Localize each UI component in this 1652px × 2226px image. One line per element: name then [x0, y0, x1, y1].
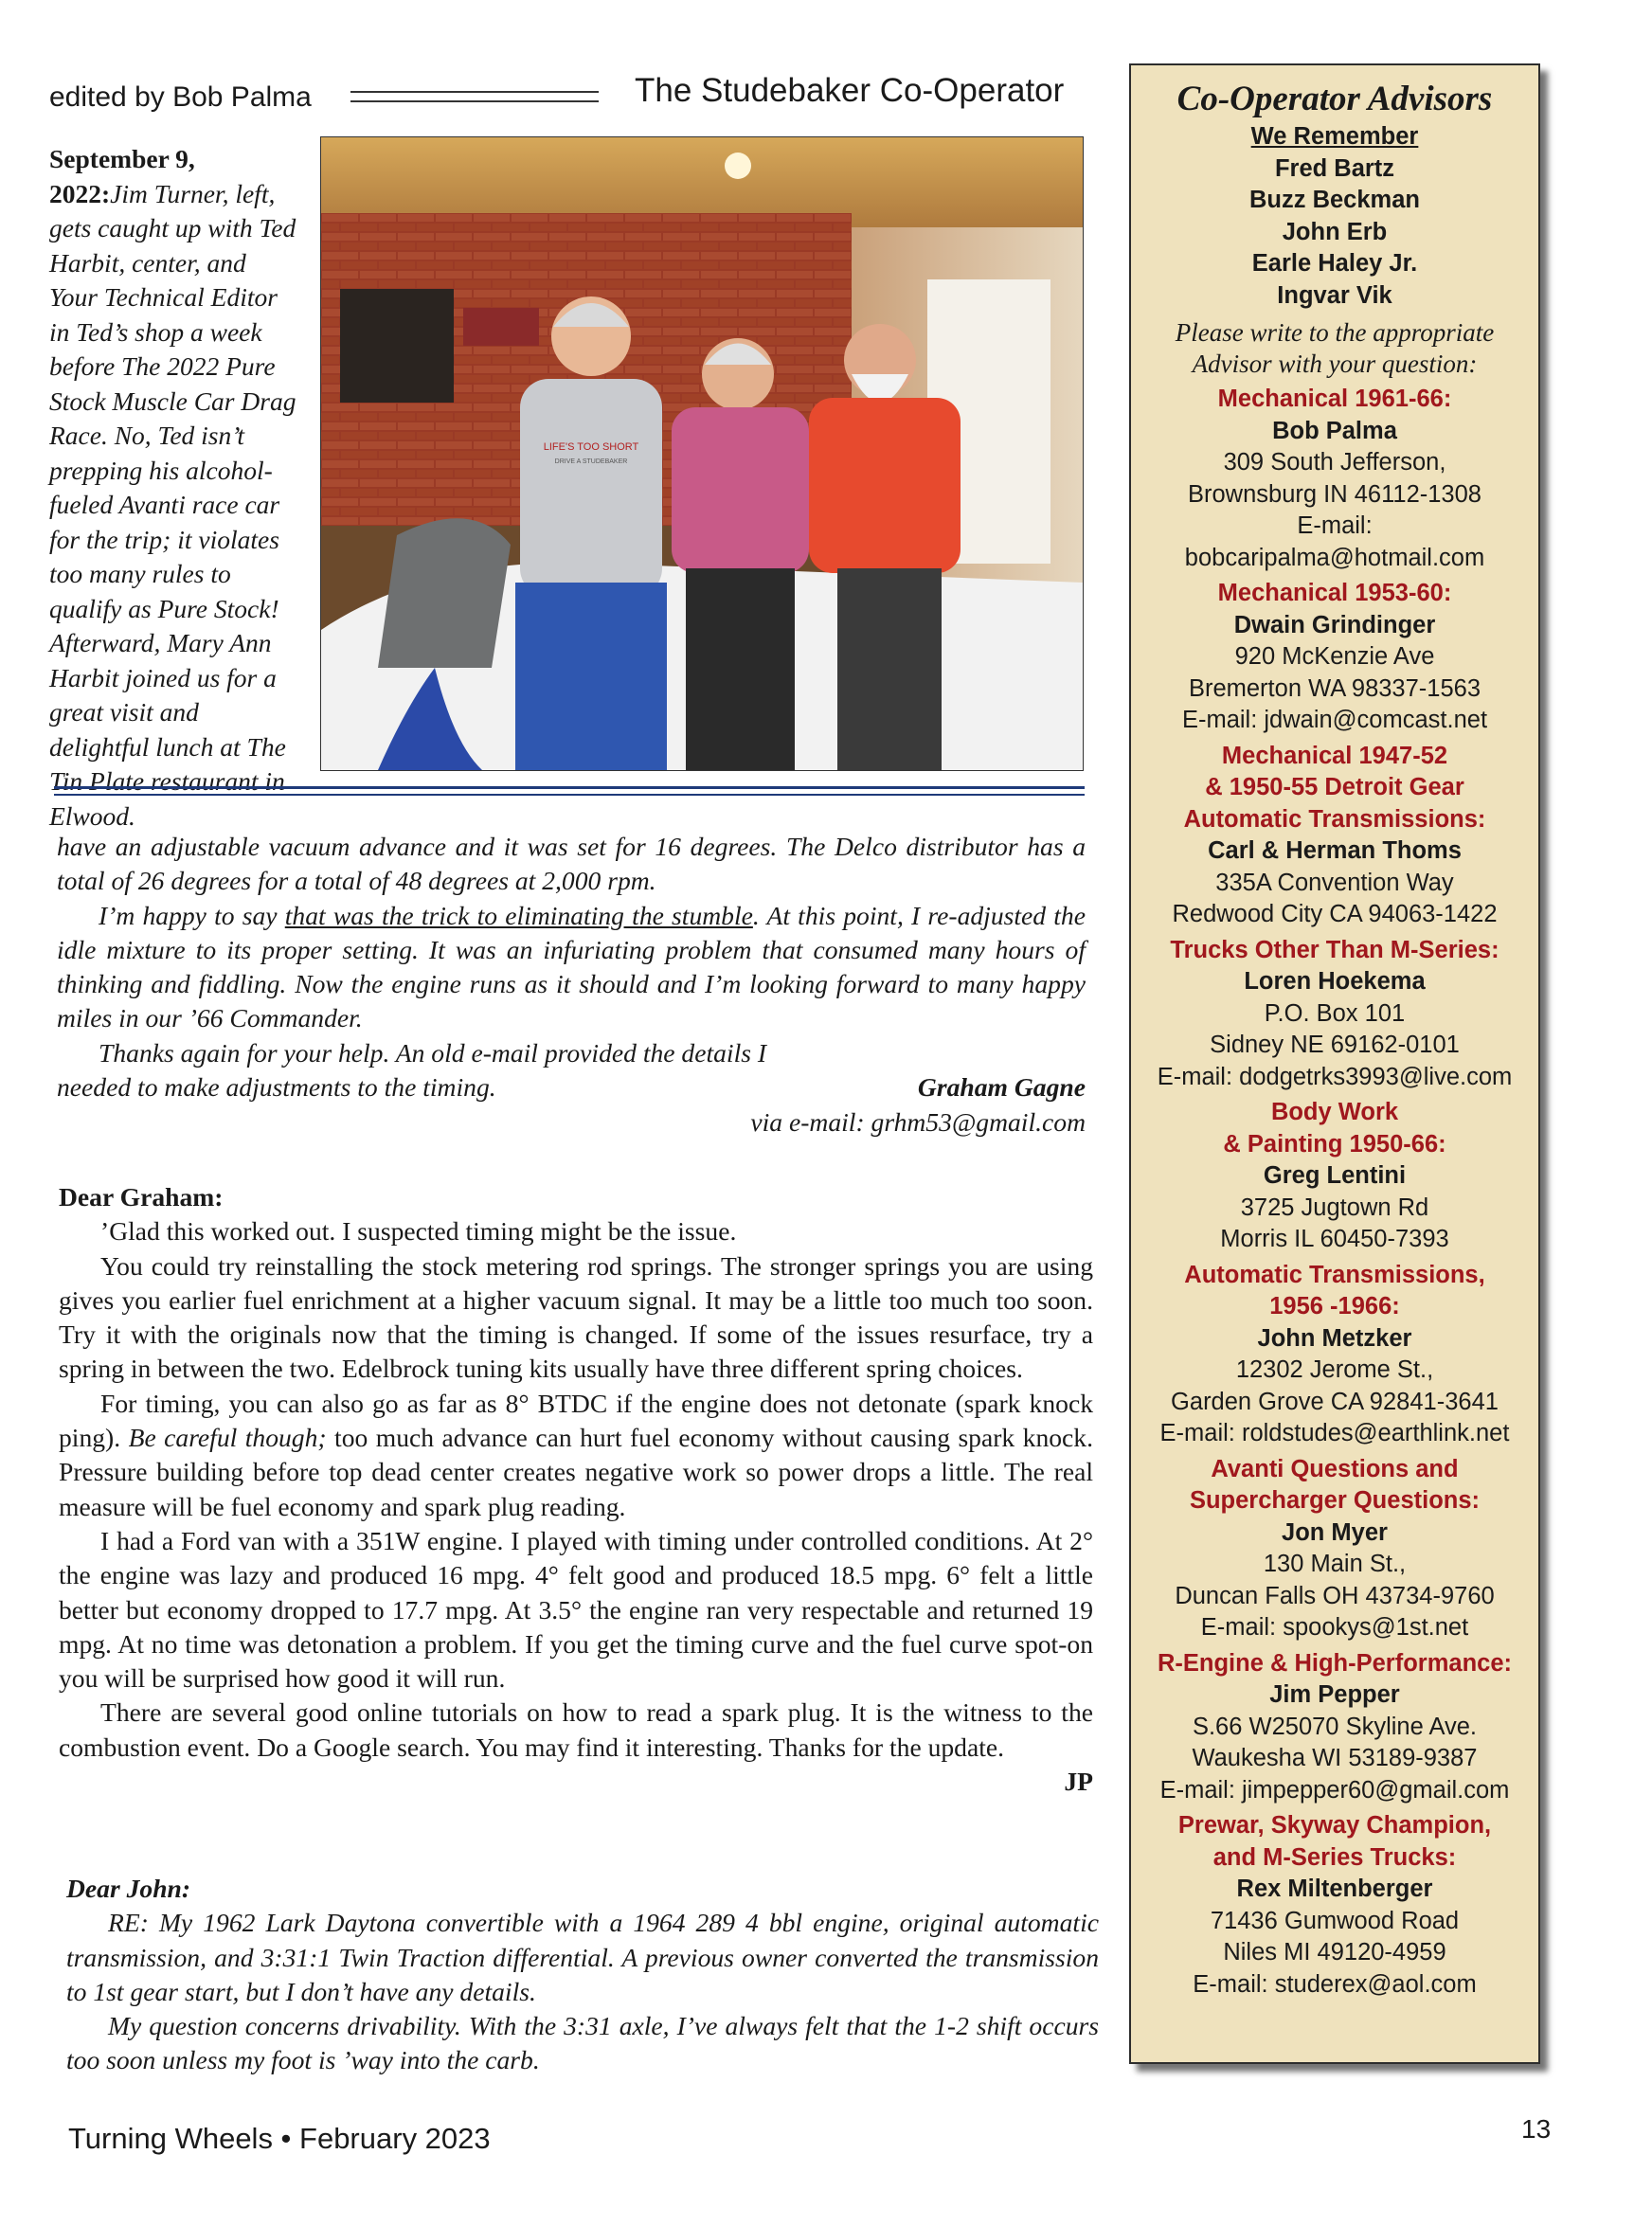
garage-photo — [320, 136, 1084, 771]
advisor-address-line: Duncan Falls OH 43734-9760 — [1175, 1582, 1495, 1609]
advisor-address-line: 3725 Jugtown Rd — [1240, 1194, 1429, 1221]
advisor-email: bobcaripalma@hotmail.com — [1184, 544, 1485, 571]
letter-graham — [57, 830, 1086, 1140]
advisor-entry — [1131, 1454, 1538, 1644]
advisor-address-line: 309 South Jefferson, — [1223, 449, 1446, 476]
text-run: I’m happy to say — [99, 900, 285, 930]
remember-name: Ingvar Vik — [1277, 281, 1392, 309]
advisor-address-line: P.O. Box 101 — [1264, 999, 1406, 1027]
advisor-address-line: Morris IL 60450-7393 — [1220, 1226, 1449, 1252]
advisor-address-line: Waukesha WI 53189-9387 — [1192, 1745, 1478, 1771]
advisor-entry — [1131, 384, 1538, 574]
reply-paragraph: ’Glad this worked out. I suspected timing might be the issue. — [100, 1216, 737, 1247]
advisor-email: E-mail: jimpepper60@gmail.com — [1159, 1776, 1510, 1804]
reply-salutation: Dear Graham: — [59, 1182, 224, 1212]
reply-paragraph: You could try reinstalling the stock metering rod springs. The stronger springs you are using gives you earlier fuel enrichment at a higher vacuum signal. It may be a little too much too soon. Try it with the originals now that the timing is changed. If some of the issues resurface, try a spring in between the two. Edelbrock tuning kits usually have three different spring choices. — [59, 1250, 1093, 1384]
advisor-entry — [1131, 1260, 1538, 1450]
advisor-name: Rex Miltenberger — [1236, 1876, 1433, 1902]
letter-paragraph: have an adjustable vacuum advance and it was set for 16 degrees. The Delco distributor has a total of 26 degrees for a total of 48 degrees at 2,000 rpm. — [57, 832, 1086, 896]
advisor-category: Trucks Other Than M-Series: — [1170, 936, 1499, 963]
advisor-address-line: Sidney NE 69162-0101 — [1210, 1032, 1460, 1058]
reply-paragraph: There are several good online tutorials on how to read a spark plug. It is the witness to the combustion event. Do a Google search. You may find it interesting. Thanks for the update. — [59, 1697, 1093, 1762]
underlined-phrase: that was the trick to eliminating the stumble — [284, 900, 753, 930]
advisor-category: Automatic Transmissions, — [1184, 1261, 1485, 1288]
advisor-address-line: Brownsburg IN 46112-1308 — [1188, 480, 1481, 508]
advisor-entry — [1131, 1810, 1538, 2001]
advisor-email: E-mail: studerex@aol.com — [1193, 1970, 1477, 1998]
letter-salutation: Dear John: — [66, 1874, 191, 1903]
shirt-subprint: DRIVE A STUDEBAKER — [554, 458, 628, 465]
advisor-name: Carl & Herman Thoms — [1208, 837, 1462, 864]
advisor-category: Mechanical 1947-52 — [1221, 742, 1448, 769]
photo-image — [321, 137, 1083, 770]
advisor-entry — [1131, 741, 1538, 931]
remember-name: Earle Haley Jr. — [1251, 250, 1418, 277]
advisor-category: Prewar, Skyway Champion, — [1177, 1812, 1492, 1839]
advisor-address-line: Garden Grove CA 92841-3641 — [1171, 1388, 1499, 1415]
advisor-name: Dwain Grindinger — [1233, 611, 1436, 638]
signature-jp: JP — [1064, 1767, 1093, 1797]
advisor-address-line: 920 McKenzie Ave — [1234, 643, 1435, 670]
advisor-address-line: 12302 Jerome St., — [1235, 1356, 1434, 1383]
advisor-name: Greg Lentini — [1263, 1162, 1407, 1189]
text-run: too much advance can hurt fuel economy without causing spark knock. Pressure building before top dead center creates negative work so power drops a little. The real measure will be fuel economy and spark plug reading. — [59, 1423, 1093, 1521]
editor-credit: edited by Bob Palma — [49, 81, 312, 113]
section-title: The Studebaker Co-Operator — [635, 72, 1065, 109]
advisor-name: Bob Palma — [1272, 417, 1397, 444]
footer-publication: Turning Wheels • February 2023 — [68, 2122, 491, 2155]
text-run: For timing, you can also go as far as 8° BTDC if the engine does not detonate (spark knock ping). — [59, 1388, 1093, 1453]
signature-email: via e-mail: grhm53@gmail.com — [750, 1106, 1086, 1137]
remember-name: John Erb — [1282, 218, 1388, 245]
advisor-address-line: Niles MI 49120-4959 — [1223, 1939, 1446, 1966]
advisor-email: E-mail: jdwain@comcast.net — [1181, 707, 1488, 733]
caption-date: September 9, 2022: — [49, 144, 195, 208]
advisor-name: Jon Myer — [1282, 1518, 1388, 1546]
advisor-category: R-Engine & High-Performance: — [1157, 1649, 1513, 1677]
advisor-category: Mechanical 1953-60: — [1217, 580, 1452, 606]
advisor-address-line: S.66 W25070 Skyline Ave. — [1192, 1713, 1478, 1740]
remember-list — [1131, 153, 1538, 313]
advisor-category: 1956 -1966: — [1269, 1293, 1400, 1319]
intro-line: Advisor with your question: — [1192, 350, 1478, 378]
advisor-entry — [1131, 1648, 1538, 1807]
advisor-category: & 1950-55 Detroit Gear — [1205, 774, 1464, 800]
advisor-entry — [1131, 935, 1538, 1094]
remember-name: Buzz Beckman — [1249, 187, 1420, 213]
sidebar-intro — [1131, 317, 1538, 380]
advisor-category: Supercharger Questions: — [1189, 1487, 1481, 1514]
advisor-name: Jim Pepper — [1269, 1681, 1400, 1708]
advisor-category: Body Work — [1270, 1099, 1399, 1125]
advisor-category: Mechanical 1961-66: — [1217, 386, 1452, 412]
advisor-category: and M-Series Trucks: — [1212, 1843, 1457, 1871]
advisor-email: E-mail: spookys@1st.net — [1200, 1614, 1469, 1641]
letter-paragraph: Thanks again for your help. An old e-mail provided the details I needed to make adjustments to the timing. — [57, 1037, 767, 1103]
advisor-address-line: E-mail: — [1297, 512, 1373, 539]
remember-name: Fred Bartz — [1274, 154, 1395, 182]
advisor-address-line: 71436 Gumwood Road — [1210, 1907, 1460, 1934]
italic-phrase: Be careful though; — [128, 1423, 327, 1453]
page-number: 13 — [1521, 2114, 1552, 2144]
advisor-category: Automatic Transmissions: — [1183, 805, 1486, 833]
advisor-name: Loren Hoekema — [1244, 968, 1426, 995]
advisor-category: & Painting 1950-66: — [1223, 1130, 1446, 1158]
shirt-print: LIFE'S TOO SHORT — [543, 441, 639, 453]
advisor-address-line: Redwood City CA 94063-1422 — [1172, 901, 1498, 927]
advisors-sidebar — [1129, 63, 1540, 2064]
header-rule — [350, 91, 599, 102]
advisor-email: E-mail: roldstudes@earthlink.net — [1159, 1420, 1510, 1446]
advisor-list — [1131, 384, 1538, 2001]
advisor-category: Avanti Questions and — [1211, 1455, 1459, 1482]
intro-line: Please write to the appropriate — [1175, 318, 1495, 347]
signature-graham: Graham Gagne — [917, 1072, 1086, 1103]
section-divider — [54, 786, 1085, 796]
letter-john — [66, 1872, 1099, 2078]
advisor-name: John Metzker — [1257, 1324, 1412, 1352]
caption-text: Jim Turner, left, gets caught up with Ted Harbit, center, and Your Technical Editor in Ted’s shop a week before The 2022 Pure Stock Muscle Car Drag Race. No, Ted isn’t prepping his alcohol-fueled Avanti race car for the trip; it violates too many rules to qualify as Pure Stock! Afterward, Mary Ann Harbit joined us for a great visit and delightful lunch at The Tin Plate restaurant in Elwood. — [49, 178, 296, 831]
advisor-email: E-mail: dodgetrks3993@live.com — [1157, 1063, 1513, 1090]
photo-caption — [49, 142, 297, 834]
sidebar-title: Co-Operator Advisors — [1176, 80, 1493, 118]
reply-paragraph — [59, 1387, 1093, 1524]
reply-paragraph: I had a Ford van with a 351W engine. I played with timing under controlled conditions. At 2° the engine was lazy and produced 16 mpg. 4° felt good and produced 18.5 mpg. 6° felt a little better but economy dropped to 17.7 mpg. At 3.5° the engine ran very respectable and returned 19 mpg. At no time was detonation a problem. If you get the timing curve and the fuel curve spot-on you will be surprised how good it will run. — [59, 1525, 1093, 1694]
remember-heading: We Remember — [1250, 123, 1419, 150]
advisor-address-line: 335A Convention Way — [1215, 869, 1454, 896]
text-run: . At this point, I re-adjusted the idle mixture to its proper setting. It was an infuriating problem that consumed many hours of thinking and fiddling. Now the engine runs as it should and I’m looking forward to many happy miles in our ’66 Commander. — [57, 900, 1086, 1033]
advisor-address-line: Bremerton WA 98337-1563 — [1188, 674, 1481, 702]
advisor-entry — [1131, 1097, 1538, 1256]
advisor-entry — [1131, 578, 1538, 737]
letter-paragraph — [57, 899, 1086, 1036]
advisor-address-line: 130 Main St., — [1263, 1551, 1407, 1577]
reply-jp — [59, 1180, 1093, 1799]
letter-paragraph: My question concerns drivability. With the 3:31 axle, I’ve always felt that the 1-2 shift occurs too soon unless my foot is ’way into the carb. — [66, 2011, 1099, 2075]
letter-paragraph: RE: My 1962 Lark Daytona convertible with a 1964 289 4 bbl engine, original automatic transmission, and 3:31:1 Twin Traction differential. A previous owner converted the transmission to 1st gear start, but I don’t have any details. — [66, 1908, 1099, 2006]
